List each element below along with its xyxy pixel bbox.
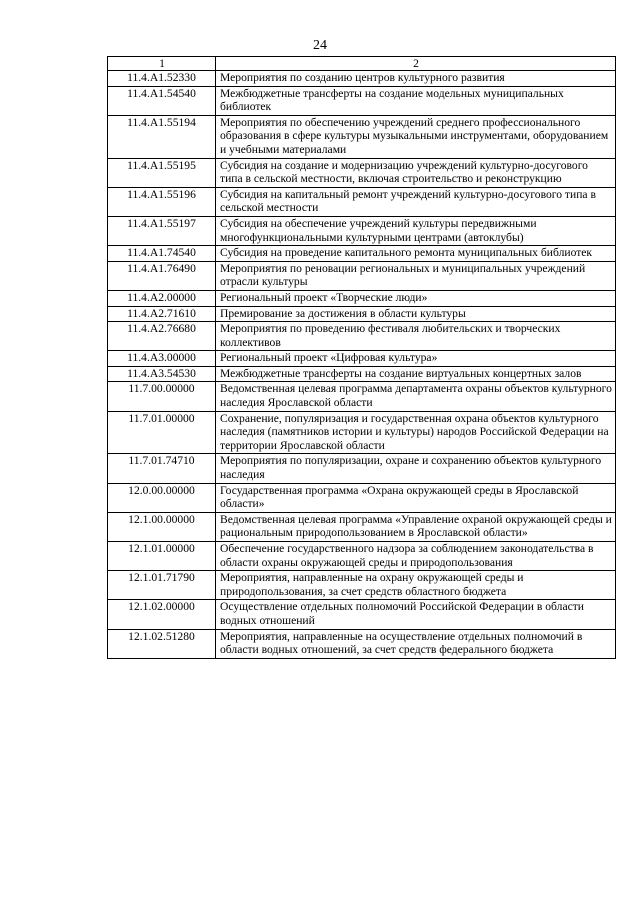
- table-row: [108, 290, 616, 306]
- row-code-cell: 12.1.00.00000: [108, 512, 216, 541]
- budget-classification-table: [107, 56, 616, 659]
- row-name-cell: Межбюджетные трансферты на создание виртуальных концертных залов: [216, 366, 616, 382]
- column-header-name: 2: [216, 57, 616, 71]
- row-code-cell: 11.4.A2.76680: [108, 322, 216, 351]
- row-name-cell: Межбюджетные трансферты на создание модельных муниципальных библиотек: [216, 86, 616, 115]
- row-code-cell: 11.4.A1.55196: [108, 187, 216, 216]
- row-code-cell: 11.4.A3.00000: [108, 351, 216, 367]
- row-code-cell: 12.1.01.71790: [108, 571, 216, 600]
- row-code-cell: 11.4.A1.54540: [108, 86, 216, 115]
- row-code-cell: 11.7.01.00000: [108, 411, 216, 454]
- table-row: [108, 382, 616, 411]
- table-row: [108, 306, 616, 322]
- row-name-cell: Субсидия на проведение капитального ремонта муниципальных библиотек: [216, 246, 616, 262]
- table-row: [108, 629, 616, 658]
- row-code-cell: 12.0.00.00000: [108, 483, 216, 512]
- table-row: [108, 542, 616, 571]
- row-name-cell: Субсидия на обеспечение учреждений культуры передвижными многофункциональными культурными центрами (автоклубы): [216, 216, 616, 245]
- row-code-cell: 11.7.00.00000: [108, 382, 216, 411]
- table-row: [108, 115, 616, 158]
- row-name-cell: Ведомственная целевая программа «Управление охраной окружающей среды и рациональным природопользованием в Ярославской области»: [216, 512, 616, 541]
- page-number: 24: [313, 38, 327, 53]
- column-header-code: 1: [108, 57, 216, 71]
- row-name-cell: Мероприятия по проведению фестиваля любительских и творческих коллективов: [216, 322, 616, 351]
- row-name-cell: Мероприятия по созданию центров культурного развития: [216, 71, 616, 87]
- row-code-cell: 11.4.A1.55195: [108, 158, 216, 187]
- row-code-cell: 12.1.02.51280: [108, 629, 216, 658]
- row-name-cell: Государственная программа «Охрана окружающей среды в Ярославской области»: [216, 483, 616, 512]
- row-name-cell: Ведомственная целевая программа департамента охраны объектов культурного наследия Ярославской области: [216, 382, 616, 411]
- table-row: [108, 512, 616, 541]
- row-name-cell: Региональный проект «Цифровая культура»: [216, 351, 616, 367]
- table-row: [108, 86, 616, 115]
- row-name-cell: Мероприятия по обеспечению учреждений среднего профессионального образования в сфере культуры музыкальными инструментами, оборудованием и учебными материалами: [216, 115, 616, 158]
- table-row: [108, 246, 616, 262]
- table-row: [108, 158, 616, 187]
- table-row: [108, 216, 616, 245]
- row-code-cell: 12.1.01.00000: [108, 542, 216, 571]
- row-code-cell: 11.7.01.74710: [108, 454, 216, 483]
- row-code-cell: 11.4.A1.76490: [108, 261, 216, 290]
- table-row: [108, 322, 616, 351]
- row-name-cell: Субсидия на капитальный ремонт учреждений культурно-досугового типа в сельской местности: [216, 187, 616, 216]
- row-name-cell: Премирование за достижения в области культуры: [216, 306, 616, 322]
- row-code-cell: 11.4.A1.55194: [108, 115, 216, 158]
- table-row: [108, 366, 616, 382]
- row-code-cell: 11.4.A1.55197: [108, 216, 216, 245]
- table-row: [108, 261, 616, 290]
- row-code-cell: 11.4.A1.74540: [108, 246, 216, 262]
- row-code-cell: 11.4.A2.00000: [108, 290, 216, 306]
- row-name-cell: Мероприятия по реновации региональных и муниципальных учреждений отрасли культуры: [216, 261, 616, 290]
- row-name-cell: Осуществление отдельных полномочий Российской Федерации в области водных отношений: [216, 600, 616, 629]
- row-name-cell: Мероприятия, направленные на осуществление отдельных полномочий в области водных отношений, за счет средств федерального бюджета: [216, 629, 616, 658]
- row-name-cell: Мероприятия по популяризации, охране и сохранению объектов культурного наследия: [216, 454, 616, 483]
- table-row: [108, 411, 616, 454]
- table-body: [108, 71, 616, 659]
- table-header-row: [108, 57, 616, 71]
- row-code-cell: 11.4.A3.54530: [108, 366, 216, 382]
- table-row: [108, 71, 616, 87]
- row-name-cell: Субсидия на создание и модернизацию учреждений культурно-досугового типа в сельской местности, включая строительство и реконструкцию: [216, 158, 616, 187]
- row-code-cell: 11.4.A1.52330: [108, 71, 216, 87]
- table-row: [108, 351, 616, 367]
- table-row: [108, 571, 616, 600]
- row-name-cell: Мероприятия, направленные на охрану окружающей среды и природопользования, за счет средств областного бюджета: [216, 571, 616, 600]
- row-name-cell: Сохранение, популяризация и государственная охрана объектов культурного наследия (памятников истории и культуры) народов Российской Федерации на территории Ярославской области: [216, 411, 616, 454]
- table-row: [108, 187, 616, 216]
- table-row: [108, 600, 616, 629]
- row-code-cell: 12.1.02.00000: [108, 600, 216, 629]
- row-name-cell: Региональный проект «Творческие люди»: [216, 290, 616, 306]
- row-code-cell: 11.4.A2.71610: [108, 306, 216, 322]
- table-row: [108, 483, 616, 512]
- table-row: [108, 454, 616, 483]
- row-name-cell: Обеспечение государственного надзора за соблюдением законодательства в области охраны окружающей среды и природопользования: [216, 542, 616, 571]
